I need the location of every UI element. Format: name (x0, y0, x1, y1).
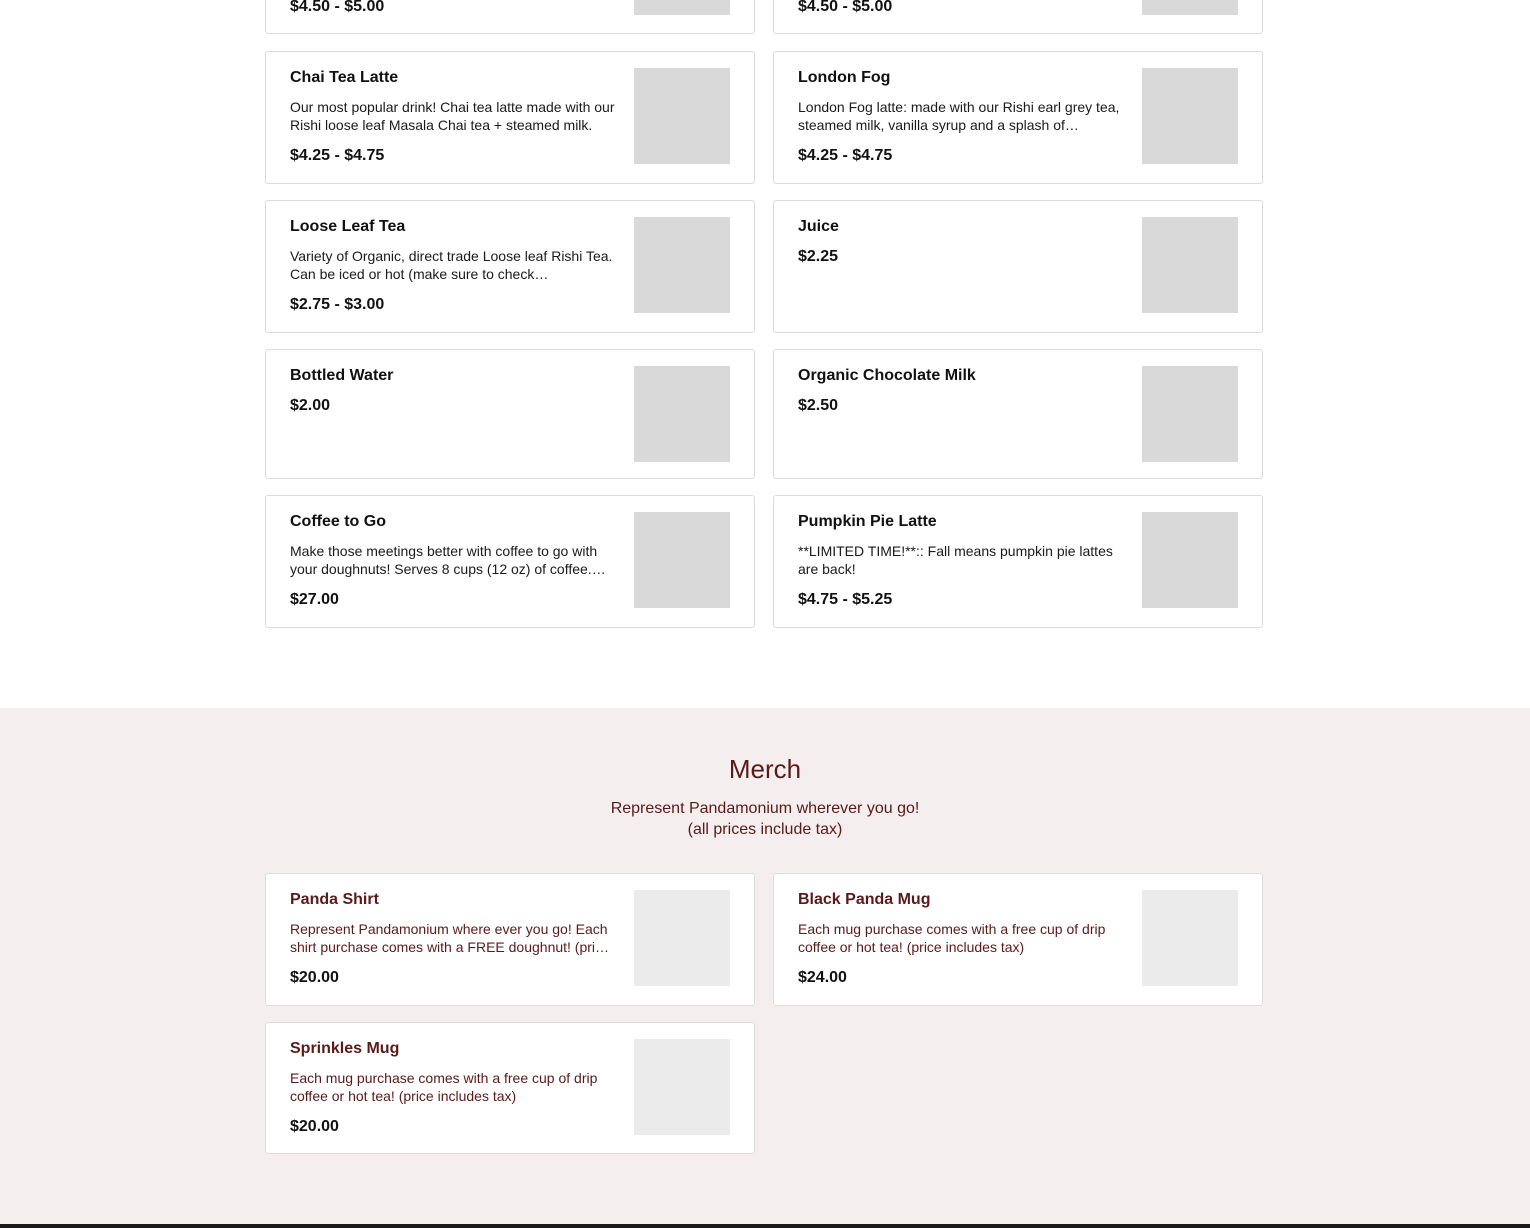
item-price: $2.50 (798, 397, 839, 414)
item-price: $2.00 (290, 397, 331, 414)
item-name: Panda Shirt (290, 891, 379, 908)
item-image-placeholder (634, 68, 730, 164)
item-price: $24.00 (798, 969, 847, 986)
item-description: Our most popular drink! Chai tea latte made with our Rishi loose leaf Masala Chai tea + steamed milk. (290, 99, 615, 133)
merch-item-card-panda-shirt[interactable] (265, 873, 755, 1006)
item-image-placeholder (634, 217, 730, 313)
merch-item-card-black-panda-mug[interactable] (773, 873, 1263, 1006)
item-name: Sprinkles Mug (290, 1040, 400, 1057)
menu-item-card-juice[interactable] (773, 200, 1263, 333)
item-image-placeholder (634, 0, 730, 15)
item-price: $4.50 - $5.00 (290, 0, 385, 15)
merch-section (0, 708, 1530, 1224)
item-image-placeholder (634, 512, 730, 608)
item-price: $2.75 - $3.00 (290, 296, 385, 313)
item-image-placeholder (1142, 0, 1238, 15)
item-name: Chai Tea Latte (290, 69, 399, 86)
menu-item-card-pumpkin-pie-latte[interactable] (773, 495, 1263, 628)
item-price: $2.25 (798, 248, 839, 265)
item-price: $4.75 - $5.25 (798, 591, 893, 608)
item-description: Represent Pandamonium where ever you go! Each shirt purchase comes with a FREE doughnut! (pri… (290, 921, 610, 955)
menu-item-card[interactable] (265, 0, 755, 34)
menu-item-card-coffee-to-go[interactable] (265, 495, 755, 628)
item-price: $20.00 (290, 969, 339, 986)
item-name: Pumpkin Pie Latte (798, 513, 937, 530)
item-description: **LIMITED TIME!**:: Fall means pumpkin pie lattes are back! (798, 543, 1113, 577)
item-description: Variety of Organic, direct trade Loose leaf Rishi Tea. Can be iced or hot (make sure to check… (290, 248, 613, 282)
section-title: Merch (728, 754, 802, 784)
item-description: Make those meetings better with coffee to go with your doughnuts! Serves 8 cups (12 oz) of coffee.… (290, 543, 606, 577)
item-price: $4.25 - $4.75 (798, 147, 893, 164)
section-subtitle-line: Represent Pandamonium wherever you go! (610, 800, 920, 817)
menu-item-card-london-fog[interactable] (773, 51, 1263, 184)
item-name: Bottled Water (290, 367, 394, 384)
menu-item-card[interactable] (773, 0, 1263, 34)
item-price: $27.00 (290, 591, 339, 608)
section-subtitle-line: (all prices include tax) (687, 821, 843, 838)
item-image-placeholder (1142, 366, 1238, 462)
footer-edge (0, 1224, 1530, 1228)
item-name: Organic Chocolate Milk (798, 367, 976, 384)
item-name: Juice (798, 218, 839, 235)
item-image-placeholder (634, 366, 730, 462)
item-description: London Fog latte: made with our Rishi earl grey tea, steamed milk, vanilla syrup and a splash of… (798, 99, 1120, 133)
menu-item-card-bottled-water[interactable] (265, 349, 755, 479)
item-name: Black Panda Mug (798, 891, 931, 908)
item-image-placeholder (1142, 217, 1238, 313)
item-image-placeholder (1142, 512, 1238, 608)
item-name: Coffee to Go (290, 513, 386, 530)
item-description: Each mug purchase comes with a free cup of drip coffee or hot tea! (price includes tax) (798, 921, 1106, 955)
item-image-placeholder (634, 1039, 730, 1135)
section-subtitle (0, 798, 1530, 840)
merch-item-card-sprinkles-mug[interactable] (265, 1022, 755, 1154)
menu-item-card-organic-chocolate-milk[interactable] (773, 349, 1263, 479)
item-price: $4.50 - $5.00 (798, 0, 893, 15)
item-price: $4.25 - $4.75 (290, 147, 385, 164)
item-image-placeholder (1142, 68, 1238, 164)
item-price: $20.00 (290, 1118, 339, 1135)
menu-item-card-chai-tea-latte[interactable] (265, 51, 755, 184)
item-name: Loose Leaf Tea (290, 218, 406, 235)
menu-item-card-loose-leaf-tea[interactable] (265, 200, 755, 333)
item-image-placeholder (634, 890, 730, 986)
item-image-placeholder (1142, 890, 1238, 986)
item-description: Each mug purchase comes with a free cup of drip coffee or hot tea! (price includes tax) (290, 1070, 598, 1104)
item-name: London Fog (798, 69, 891, 86)
